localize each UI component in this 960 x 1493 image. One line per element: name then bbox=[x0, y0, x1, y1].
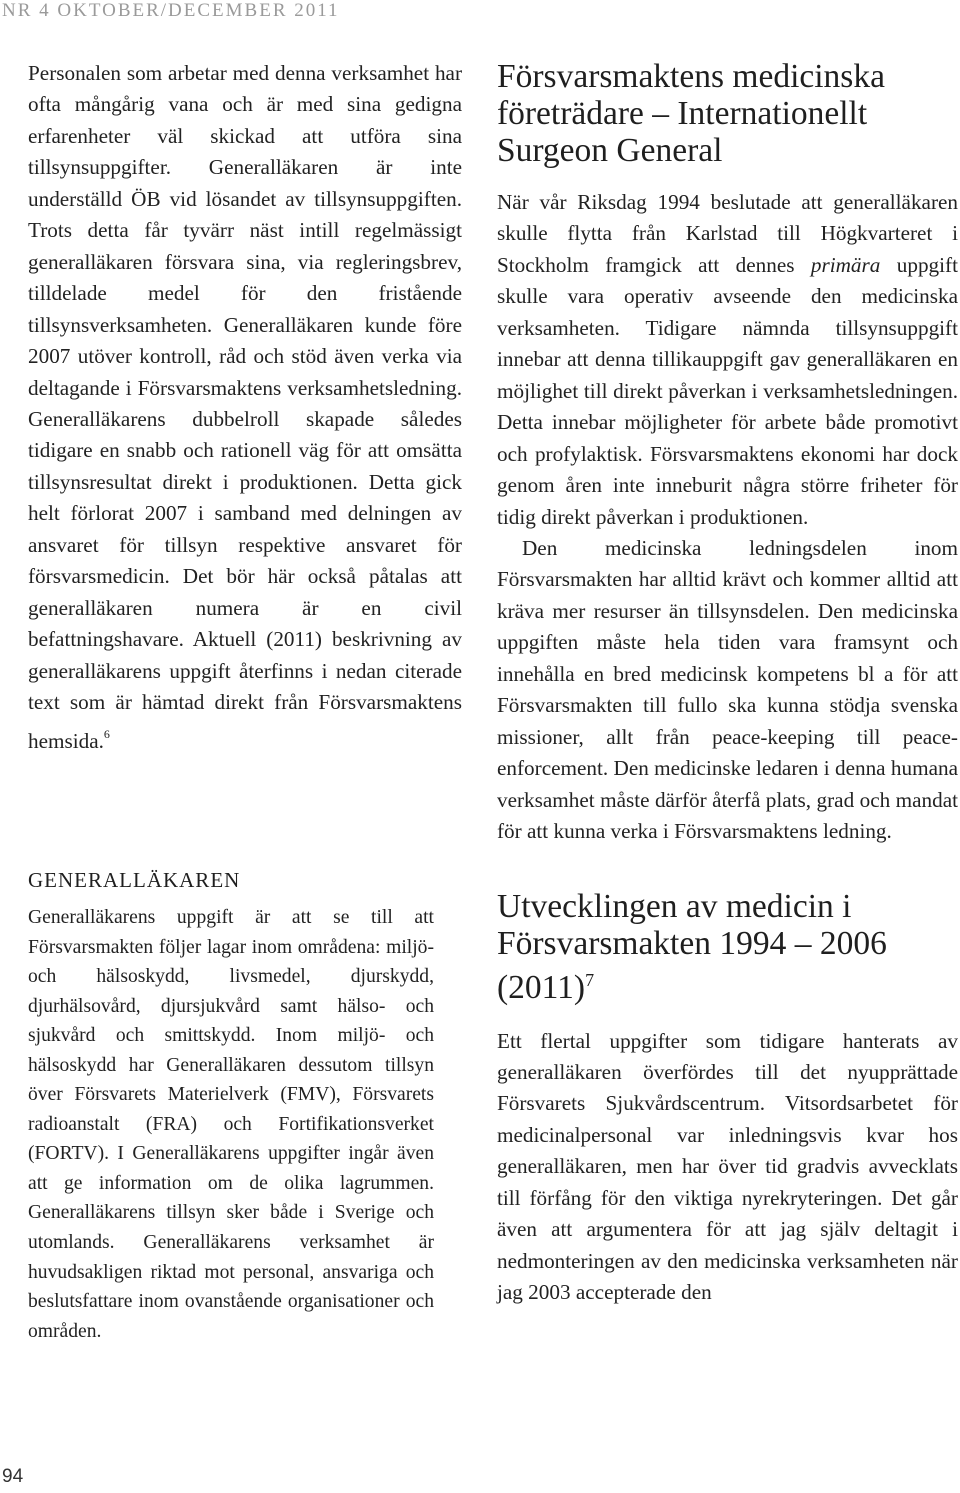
left-paragraph bbox=[2, 58, 462, 757]
heading-2-text: Utvecklingen av medicin i Försvarsmakten 1994 – 2006 (2011) bbox=[497, 887, 887, 1006]
right-paragraph-3: Ett flertal uppgifter som tidigare hanterats av generalläkaren överfördes till det nyupprättade Försvarets Sjukvårdscentrum. Vitsordsarbetet för medicinalpersonal var inledningsvis kvar hos generalläkaren, men har över tid gradvis avvecklats till förfång för den viktiga nyrekryteringen. Det går även att argumentera för att jag själv deltagit i nedmonteringen av den medicinska verksamheten när jag 2003 accepterade den bbox=[497, 1028, 958, 1305]
right-body-text-2 bbox=[497, 1026, 958, 1309]
left-body-text bbox=[2, 58, 462, 757]
p1-text-b: uppgift skulle vara operativ avseende den medicinska verksamheten. Tidigare nämnda tillsynsuppgift innebar att denna tillikauppgift gav generalläkaren en möjlighet till direkt påverkan i verksamhetsledningen. Detta innebar möjligheter för arbete både promotivt och profylaktisk. Försvarsmaktens ekonomi har dock genom åren inte inneburit några större friheter för tidig direkt påverkan i produktionen. bbox=[497, 252, 958, 529]
p1-text-a: När vår Riksdag 1994 beslutade att generalläkaren skulle flytta från Karlstad till Högkvarteret i Stockholm framgick att dennes bbox=[497, 190, 958, 277]
footnote-ref-6[interactable]: 6 bbox=[103, 726, 110, 741]
section-heading-utvecklingen bbox=[497, 888, 958, 1006]
right-column bbox=[497, 58, 958, 1309]
box-heading: GENERALLÄKAREN bbox=[28, 868, 241, 892]
right-paragraph-1 bbox=[497, 187, 958, 533]
p1-italic: primära bbox=[810, 252, 881, 277]
box-text: Generalläkarens uppgift är att se till att Försvarsmakten följer lagar inom områdena: miljö- och hälsoskydd, livsmedel, djurskydd, djurhälsovård, djursjukvård samt hälso- och sjukvård och smittskydd. Inom miljö- och hälsoskydd har Generalläkaren dessutom tillsyn över Försvarets Materielverk (FMV), Försvarets radioanstalt (FRA) och Fortifikationsverket (FORTV). I Generalläkarens uppgifter ingår även att ge information om de olika lagrummen. Generalläkarens tillsyn sker både i Sverige och utomlands. Generalläkarens verksamhet är huvudsakligen riktad mot personal, ansvariga och beslutsfattare inom ovanstående organisationer och områden. bbox=[28, 907, 434, 1342]
running-header: NR 4 OKTOBER/DECEMBER 2011 bbox=[2, 0, 340, 21]
right-body-text-1 bbox=[497, 187, 958, 848]
left-column bbox=[2, 58, 462, 757]
generallakaren-box bbox=[28, 868, 434, 1346]
page-number: 94 bbox=[2, 1466, 24, 1487]
section-heading-surgeon-general: Försvarsmaktens medicinska företrädare – Internationellt Surgeon General bbox=[497, 58, 885, 169]
footnote-ref-7[interactable]: 7 bbox=[585, 969, 595, 990]
left-paragraph-text: Personalen som arbetar med denna verksamhet har ofta mångårig vana och är med sina gedigna erfarenheter väl skickad att utföra sina tillsynsuppgifter. Generalläkaren är inte underställd ÖB vid lösandet av tillsynsuppgiften. Trots detta får tyvärr näst intill regelmässigt generalläkaren försvara sina, via regleringsbrev, tilldelade medel för den fristående tillsynsverksamheten. Generalläkaren kunde före 2007 utöver kontroll, råd och stöd även verka via deltagande i Försvarsmaktens verksamhetsledning. Generalläkarens dubbelroll skapade således tidigare en snabb och rationell väg för att omsätta tillsynsresultat direkt i produktionen. Detta gick helt förlorat 2007 i samband med delningen av ansvaret för tillsyn respektive ansvaret för försvarsmedicin. Det bör här också påtalas att generalläkaren numera är en civil befattningshavare. Aktuell (2011) beskrivning av generalläkarens uppgift återfinns i nedan citerade text som är hämtad direkt från Försvarsmaktens hemsida. bbox=[28, 61, 462, 753]
right-paragraph-2: Den medicinska ledningsdelen inom Försvarsmakten har alltid krävt och kommer alltid att kräva mer resurser än tillsynsdelen. Den medicinska uppgiften måste hela tiden vara framsynt och innehålla en bred medicinsk kompetens bl a för att Försvarsmakten till fullo ska kunna stödja svenska missioner, allt från peace-keeping till peace-enforcement. Den medicinske ledaren i denna humana verksamhet måste därför återfå plats, grad och mandat för att kunna verka i Försvarsmaktens ledning. bbox=[497, 535, 958, 844]
